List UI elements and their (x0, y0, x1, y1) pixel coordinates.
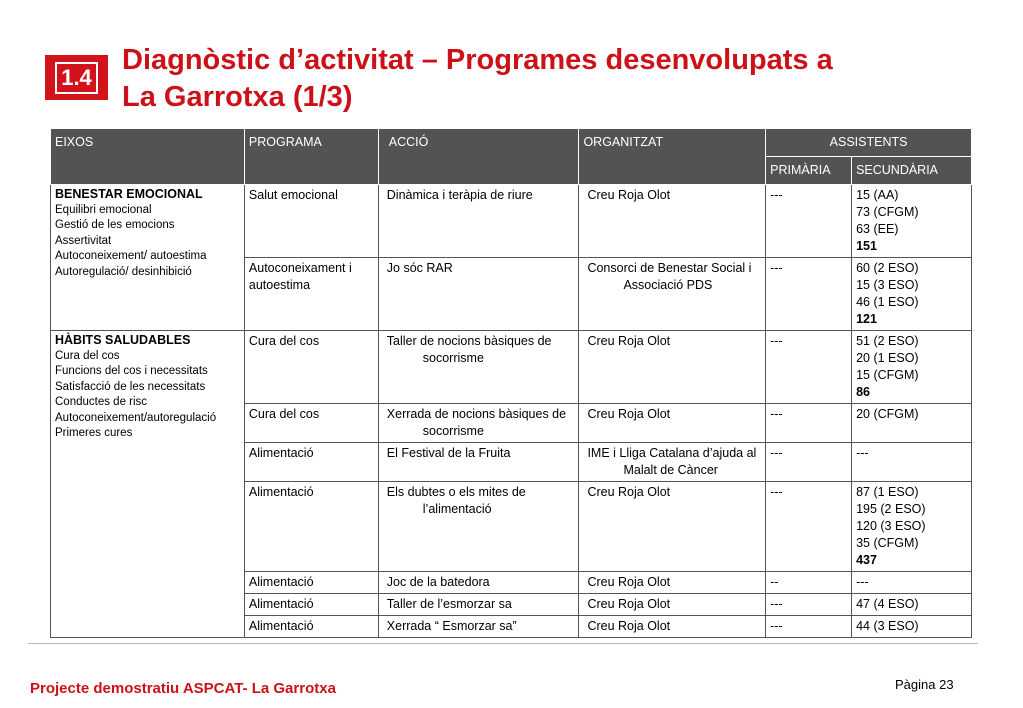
accio-cell-text: Els dubtes o els mites de l’alimentació (386, 485, 526, 516)
accio-cell-text: Taller de nocions bàsiques de socorrisme (386, 334, 552, 365)
secundaria-cell (852, 404, 972, 443)
programa-cell-text: Alimentació (248, 485, 314, 499)
header-secundaria: SECUNDÀRIA (852, 157, 972, 185)
eix-item: Autoconeixement/ autoestima (55, 250, 207, 262)
primaria-cell (766, 616, 852, 638)
secundaria-value: 87 (1 ESO) (856, 485, 919, 499)
programa-cell-text: Cura del cos (248, 334, 320, 348)
accio-cell-text: Taller de l’esmorzar sa (386, 597, 512, 611)
secundaria-value: --- (856, 575, 869, 589)
header-primaria: PRIMÀRIA (766, 157, 852, 185)
accio-cell-text: Dinàmica i teràpia de riure (386, 188, 533, 202)
eix-title: BENESTAR EMOCIONAL (55, 187, 203, 201)
programs-table (50, 128, 972, 638)
secundaria-value: 15 (3 ESO) (856, 278, 919, 292)
page-number: Pàgina 23 (895, 677, 954, 692)
secundaria-total: 437 (856, 553, 877, 567)
organitzat-cell (579, 258, 766, 331)
programa-cell (244, 331, 378, 404)
primaria-cell-text: --- (770, 485, 783, 499)
organitzat-cell (579, 572, 766, 594)
table-body (51, 185, 972, 638)
accio-cell (378, 572, 579, 594)
header-assistents: ASSISTENTS (766, 129, 972, 157)
accio-cell-text: El Festival de la Fruita (386, 446, 511, 460)
programa-cell-text: Alimentació (248, 575, 314, 589)
secundaria-value: 15 (AA) (856, 188, 899, 202)
eix-cell (51, 331, 245, 638)
table-row (51, 331, 972, 404)
title-line-2: La Garrotxa (1/3) (122, 81, 353, 113)
accio-cell (378, 185, 579, 258)
footer-project: Projecte demostratiu ASPCAT- La Garrotxa (30, 680, 336, 697)
organitzat-cell-text: Creu Roja Olot (587, 334, 671, 348)
eix-item: Conductes de risc (55, 396, 148, 408)
primaria-cell-text: --- (770, 446, 783, 460)
organitzat-cell-text: Consorci de Benestar Social i Associació PDS (587, 261, 752, 292)
primaria-cell-text: --- (770, 597, 783, 611)
secundaria-cell (852, 331, 972, 404)
eix-item: Cura del cos (55, 349, 120, 362)
secundaria-value: 15 (CFGM) (856, 368, 919, 382)
organitzat-cell (579, 616, 766, 638)
programa-cell (244, 616, 378, 638)
primaria-cell (766, 258, 852, 331)
programa-cell (244, 443, 378, 482)
primaria-cell-text: --- (770, 188, 783, 202)
organitzat-cell-text: Creu Roja Olot (587, 188, 671, 202)
primaria-cell-text: --- (770, 619, 783, 633)
secundaria-value: 60 (2 ESO) (856, 261, 919, 275)
accio-cell (378, 594, 579, 616)
programa-cell (244, 594, 378, 616)
accio-cell (378, 404, 579, 443)
secundaria-cell (852, 482, 972, 572)
eix-cell (51, 185, 245, 331)
programa-cell-text: Cura del cos (248, 407, 320, 421)
page-title (122, 42, 1002, 116)
secundaria-value: 20 (CFGM) (856, 407, 919, 421)
eix-title: HÀBITS SALUDABLES (55, 333, 191, 347)
organitzat-cell-text: Creu Roja Olot (587, 575, 671, 589)
programa-cell (244, 185, 378, 258)
organitzat-cell (579, 404, 766, 443)
eix-item: Gestió de les emocions (55, 219, 175, 231)
accio-cell-text: Xerrada “ Esmorzar sa” (386, 619, 517, 633)
footer-divider (28, 643, 978, 644)
accio-cell-text: Joc de la batedora (386, 575, 490, 589)
accio-cell (378, 331, 579, 404)
programa-cell-text: Alimentació (248, 619, 314, 633)
organitzat-cell (579, 482, 766, 572)
accio-cell-text: Xerrada de nocions bàsiques de socorrisme (386, 407, 567, 438)
secundaria-total: 86 (856, 385, 870, 399)
secundaria-value: 46 (1 ESO) (856, 295, 919, 309)
secundaria-cell (852, 594, 972, 616)
secundaria-value: 120 (3 ESO) (856, 519, 926, 533)
header-programa: PROGRAMA (244, 129, 378, 185)
organitzat-cell-text: Creu Roja Olot (587, 485, 671, 499)
secundaria-total: 151 (856, 239, 877, 253)
programa-cell (244, 258, 378, 331)
programa-cell (244, 482, 378, 572)
table-row (51, 185, 972, 258)
accio-cell (378, 482, 579, 572)
organitzat-cell-text: IME i Lliga Catalana d’ajuda al Malalt de Càncer (587, 446, 757, 477)
primaria-cell (766, 185, 852, 258)
header-eixos: EIXOS (51, 129, 245, 185)
header-accio: ACCIÓ (378, 129, 579, 185)
primaria-cell (766, 331, 852, 404)
secundaria-value: 47 (4 ESO) (856, 597, 919, 611)
eix-item: Satisfacció de les necessitats (55, 380, 206, 393)
organitzat-cell (579, 594, 766, 616)
eix-item: Funcions del cos i necessitats (55, 365, 208, 377)
eix-item: Assertivitat (55, 234, 112, 247)
secundaria-value: --- (856, 446, 869, 460)
programa-cell-text: Alimentació (248, 446, 314, 460)
programa-cell (244, 404, 378, 443)
secundaria-cell (852, 258, 972, 331)
primaria-cell-text: --- (770, 334, 783, 348)
programa-cell-text: Salut emocional (248, 188, 338, 202)
title-line-1: Diagnòstic d’activitat – Programes desenvolupats a (122, 44, 833, 76)
secundaria-total: 121 (856, 312, 877, 326)
secundaria-value: 20 (1 ESO) (856, 351, 919, 365)
secundaria-cell (852, 443, 972, 482)
secundaria-cell (852, 185, 972, 258)
organitzat-cell-text: Creu Roja Olot (587, 407, 671, 421)
eix-item: Autoconeixement/autoregulació (55, 411, 217, 424)
primaria-cell-text: --- (770, 261, 783, 275)
primaria-cell (766, 404, 852, 443)
programa-cell-text: Alimentació (248, 597, 314, 611)
accio-cell (378, 616, 579, 638)
organitzat-cell (579, 331, 766, 404)
accio-cell (378, 258, 579, 331)
organitzat-cell (579, 185, 766, 258)
secundaria-value: 51 (2 ESO) (856, 334, 919, 348)
secundaria-value: 44 (3 ESO) (856, 619, 919, 633)
secundaria-value: 35 (CFGM) (856, 536, 919, 550)
programa-cell (244, 572, 378, 594)
organitzat-cell-text: Creu Roja Olot (587, 619, 671, 633)
secundaria-value: 195 (2 ESO) (856, 502, 926, 516)
primaria-cell (766, 443, 852, 482)
accio-cell-text: Jo sóc RAR (386, 261, 453, 275)
secundaria-cell (852, 572, 972, 594)
organitzat-cell (579, 443, 766, 482)
programa-cell-text: Autoconeixament i autoestima (248, 261, 352, 292)
primaria-cell (766, 594, 852, 616)
primaria-cell-text: --- (770, 407, 783, 421)
eix-item: Equilibri emocional (55, 203, 152, 216)
section-badge: 1.4 (45, 55, 108, 100)
primaria-cell-text: -- (770, 575, 779, 589)
secundaria-value: 73 (CFGM) (856, 205, 919, 219)
secundaria-value: 63 (EE) (856, 222, 899, 236)
header-organitzat: ORGANITZAT (579, 129, 766, 185)
primaria-cell (766, 482, 852, 572)
accio-cell (378, 443, 579, 482)
secundaria-cell (852, 616, 972, 638)
primaria-cell (766, 572, 852, 594)
eix-item: Primeres cures (55, 427, 133, 439)
organitzat-cell-text: Creu Roja Olot (587, 597, 671, 611)
eix-item: Autoregulació/ desinhibició (55, 265, 192, 278)
